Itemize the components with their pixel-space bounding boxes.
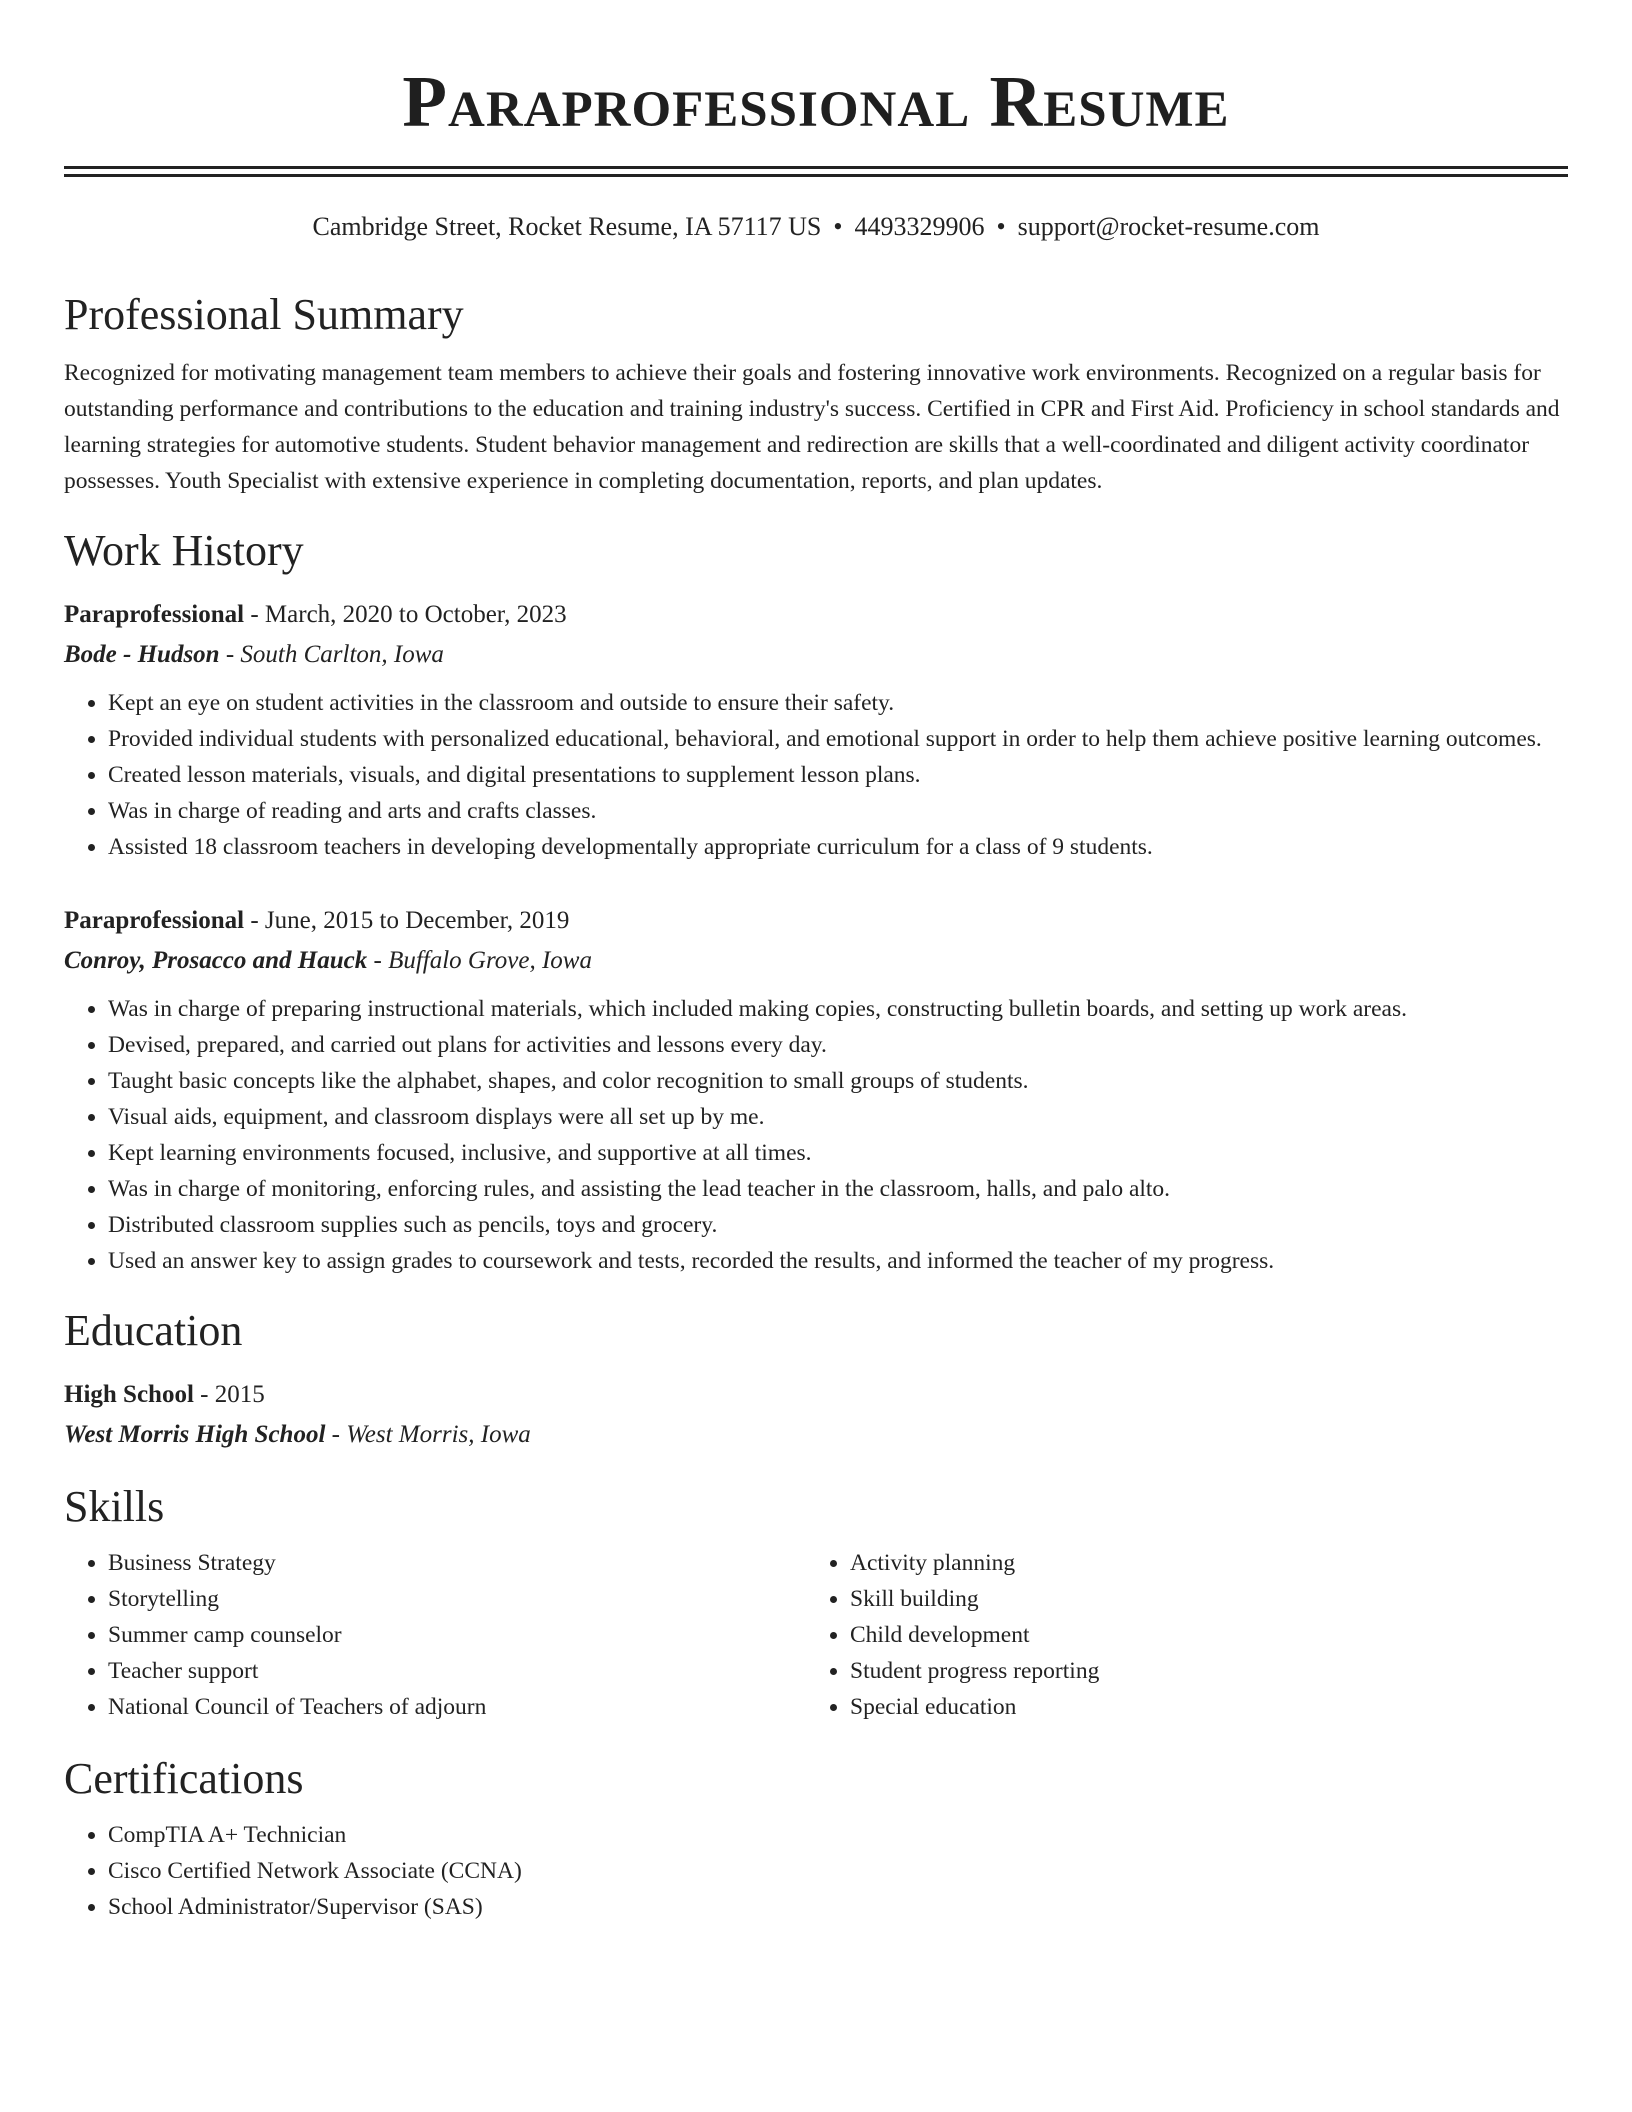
summary-text: Recognized for motivating management team members to achieve their goals and fostering innovative work environments. Recognized on a regular basis for outstanding performance and contributions to the education and training industry's success. Certified in CPR and First Aid. Proficiency in school standards and learning strategies for automotive students. Student behavior management and redirection are skills that a well-coordinated and diligent activity coordinator possesses. Youth Specialist with extensive experience in completing documentation, reports, and plan updates. — [64, 360, 1560, 494]
education-degree-line — [64, 1375, 1568, 1415]
skills-column-right — [806, 1545, 1548, 1725]
job-title-line — [64, 901, 1568, 941]
skills-column-left — [64, 1545, 806, 1725]
skill-item: • Skill building — [850, 1581, 1548, 1617]
job-bullet: • Was in charge of monitoring, enforcing rules, and assisting the lead teacher in the classroom, halls, and palo alto. — [108, 1171, 1568, 1207]
skill-item: • Business Strategy — [108, 1545, 806, 1581]
education-school: West Morris High School — [64, 1421, 326, 1448]
section-heading-certifications: Certifications — [64, 1754, 304, 1803]
job-location: - Buffalo Grove, Iowa — [367, 947, 592, 974]
contact-email: support@rocket-resume.com — [1017, 212, 1320, 241]
education-school-line — [64, 1415, 1568, 1455]
job-bullet: • Created lesson materials, visuals, and digital presentations to supplement lesson plans. — [108, 757, 1568, 793]
education-year: - 2015 — [193, 1381, 265, 1408]
contact-separator: • — [996, 212, 1006, 241]
skill-item: • Child development — [850, 1617, 1548, 1653]
job-entry — [64, 901, 1568, 1279]
skills-grid — [64, 1545, 1568, 1725]
job-company-line — [64, 941, 1568, 981]
job-bullet: • Was in charge of preparing instructional materials, which included making copies, constructing bulletin boards, and setting up work areas. — [108, 991, 1568, 1027]
section-heading-skills: Skills — [64, 1482, 165, 1531]
job-bullet: • Used an answer key to assign grades to coursework and tests, recorded the results, and informed the teacher of my progress. — [108, 1243, 1568, 1279]
skill-item: • Special education — [850, 1689, 1548, 1725]
job-title-line — [64, 595, 1568, 635]
certification-item: • Cisco Certified Network Associate (CCNA) — [108, 1853, 1568, 1889]
skill-item: • Student progress reporting — [850, 1653, 1548, 1689]
certifications-list — [64, 1817, 1568, 1925]
contact-line — [64, 211, 1568, 243]
education-section — [64, 1305, 1568, 1455]
education-location: - West Morris, Iowa — [325, 1421, 531, 1448]
job-bullet: • Taught basic concepts like the alphabet, shapes, and color recognition to small groups of students. — [108, 1063, 1568, 1099]
skill-item: • Storytelling — [108, 1581, 806, 1617]
job-dates: - June, 2015 to December, 2019 — [244, 907, 570, 934]
title-divider-bottom — [64, 174, 1568, 177]
job-bullet: • Was in charge of reading and arts and crafts classes. — [108, 793, 1568, 829]
section-heading-work: Work History — [64, 526, 304, 575]
job-company: Conroy, Prosacco and Hauck — [64, 947, 368, 974]
job-location: - South Carlton, Iowa — [219, 641, 444, 668]
skill-item: • Activity planning — [850, 1545, 1548, 1581]
skills-section — [64, 1481, 1568, 1725]
contact-address: Cambridge Street, Rocket Resume, IA 57117 US — [312, 212, 822, 241]
education-degree: High School — [64, 1381, 194, 1408]
education-entry — [64, 1375, 1568, 1455]
skill-item: • Teacher support — [108, 1653, 806, 1689]
page-title: Paraprofessional Resume — [402, 61, 1230, 142]
work-history-section — [64, 525, 1568, 1279]
job-company-line — [64, 635, 1568, 675]
skill-item: • Summer camp counselor — [108, 1617, 806, 1653]
contact-separator: • — [833, 212, 843, 241]
contact-phone: 4493329906 — [854, 212, 985, 241]
title-divider-top — [64, 166, 1568, 169]
certification-item: • CompTIA A+ Technician — [108, 1817, 1568, 1853]
job-bullet: • Provided individual students with personalized educational, behavioral, and emotional support in order to help them achieve positive learning outcomes. — [108, 721, 1568, 757]
job-bullet: • Devised, prepared, and carried out plans for activities and lessons every day. — [108, 1027, 1568, 1063]
job-bullets — [64, 685, 1568, 865]
job-bullet: • Kept an eye on student activities in the classroom and outside to ensure their safety. — [108, 685, 1568, 721]
professional-summary-section — [64, 289, 1568, 499]
section-heading-education: Education — [64, 1306, 243, 1355]
job-bullet: • Assisted 18 classroom teachers in developing developmentally appropriate curriculum for a class of 9 students. — [108, 829, 1568, 865]
job-dates: - March, 2020 to October, 2023 — [244, 601, 567, 628]
job-title: Paraprofessional — [64, 907, 245, 934]
job-bullet: • Kept learning environments focused, inclusive, and supportive at all times. — [108, 1135, 1568, 1171]
job-title: Paraprofessional — [64, 601, 245, 628]
job-bullets — [64, 991, 1568, 1279]
job-bullet: • Distributed classroom supplies such as pencils, toys and grocery. — [108, 1207, 1568, 1243]
certification-item: • School Administrator/Supervisor (SAS) — [108, 1889, 1568, 1925]
section-heading-summary: Professional Summary — [64, 290, 464, 339]
skill-item: • National Council of Teachers of adjourn — [108, 1689, 806, 1725]
job-entry — [64, 595, 1568, 865]
job-bullet: • Visual aids, equipment, and classroom displays were all set up by me. — [108, 1099, 1568, 1135]
certifications-section — [64, 1753, 1568, 1925]
job-company: Bode - Hudson — [64, 641, 220, 668]
